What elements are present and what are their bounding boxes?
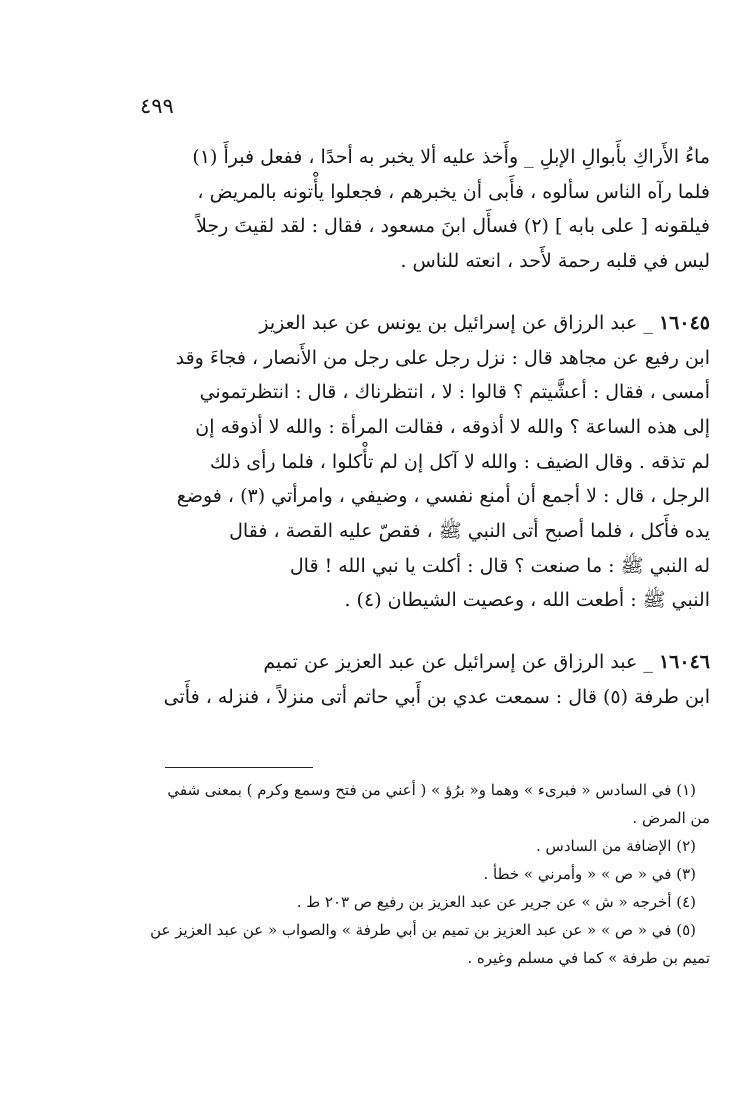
footnote-2: (٢) الإضافة من السادس . [536, 837, 696, 855]
text-line: النبي ﷺ : أطعت الله ، وعصيت الشيطان (٤) . [344, 589, 710, 612]
footnote-4: (٤) أخرجه « ش » عن جرير عن عبد العزيز بن رفيع ص ٢٠٣ ط . [296, 893, 696, 911]
text-line: أمسى ، فقال : أعشَّيتم ؟ قالوا : لا ، انتظرناك ، قال : انتظرتموني [199, 381, 710, 404]
footnote-1-cont: من المرض . [632, 809, 710, 827]
text-line: يده فأَكل ، فلما أصبح أتى النبي ﷺ ، فقصّ عليه القصة ، فقال [229, 520, 710, 543]
footnotes [150, 776, 710, 972]
text-line: فلما رآه الناس سألوه ، فأَبى أن يخبرهم ، فجعلوا يأْتونه بالمريض ، [197, 180, 710, 203]
hadith-16046 [150, 645, 710, 714]
footnote-divider [165, 767, 313, 768]
text-line: _ عبد الرزاق عن إسرائيل بن يونس عن عبد العزيز [259, 311, 653, 334]
text-line: فيلقونه [ على بابه ] (٢) فسأَل ابنَ مسعود ، فقال : لقد لقيتَ رجلاً [196, 215, 710, 238]
footnote-5: (٥) في « ص » « عن عبد العزيز بن تميم بن أبي طرفة » والصواب « عن عبد العزيز عن [150, 921, 696, 939]
main-text [150, 140, 710, 715]
text-line: ابن طرفة (٥) قال : سمعت عدي بن أَبي حاتم أتى منزلاً ، فنزله ، فأَتى [163, 685, 710, 708]
hadith-16045 [150, 306, 710, 618]
text-line: ليس في قلبه رحمة لأَحد ، انعته للناس . [400, 250, 710, 273]
footnote-3: (٣) في « ص » « وأمرني » خطأ . [483, 865, 696, 883]
text-line: ابن رفيع عن مجاهد قال : نزل رجل على رجل من الأَنصار ، فجاءَ وقد [175, 346, 710, 369]
hadith-number: ١٦٠٤٦ [658, 651, 710, 674]
footnote-5-cont: تميم بن طرفة » كما في مسلم وغيره . [467, 949, 710, 967]
paragraph-continuation [150, 140, 710, 279]
text-line: ماءُ الأَراكِ بأَبوالِ الإبلِ _ وأَخذ عليه ألا يخبر به أحدًا ، ففعل فبرأَ (١) [192, 146, 710, 168]
text-line: لم تذقه . وقال الضيف : والله لا آكل إن لم تأْكلوا ، فلما رأى ذلك [209, 450, 710, 473]
footnote-1: (١) في السادس « فبرىء » وهما و« برُؤ » ( أعني من فتح وسمع وكرم ) بمعنى شفي [167, 781, 696, 799]
page-number: ٤٩٩ [140, 94, 174, 118]
text-line: _ عبد الرزاق عن إسرائيل عن عبد العزيز عن تميم [263, 651, 653, 674]
text-line: إلى هذه الساعة ؟ والله لا أذوقه ، فقالت المرأة : والله لا أذوقه إن [195, 415, 710, 438]
text-line: الرجل ، قال : لا أجمع أن أمنع نفسي ، وضيفي ، وامرأتي (٣) ، فوضع [176, 485, 710, 508]
hadith-number: ١٦٠٤٥ [658, 311, 710, 334]
text-line: له النبي ﷺ : ما صنعت ؟ قال : أكلت يا نبي الله ! قال [289, 554, 710, 577]
